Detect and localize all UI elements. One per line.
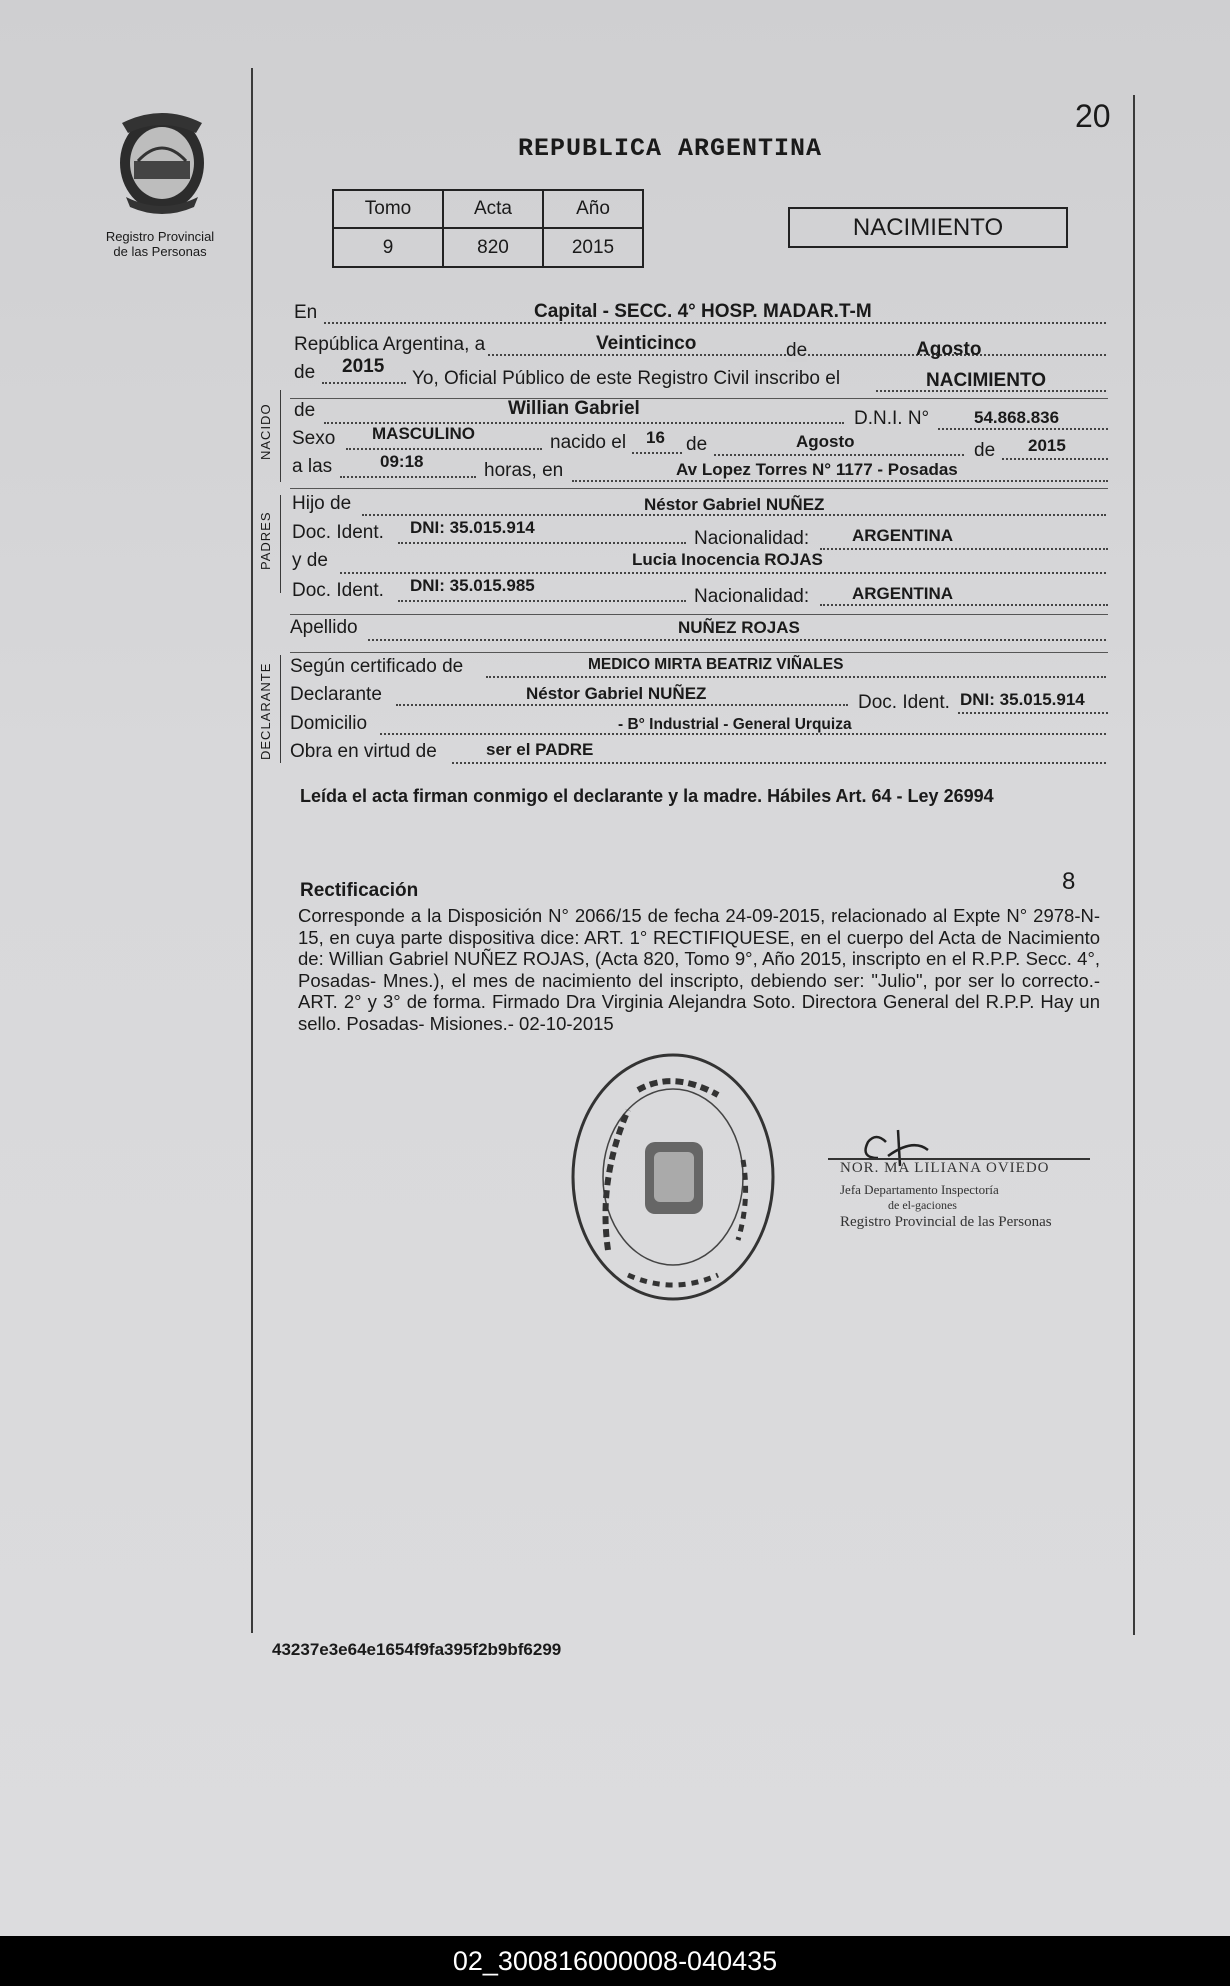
footnote: Leída el acta firman conmigo el declarante y la madre. Hábiles Art. 64 - Ley 26994 bbox=[300, 786, 994, 806]
signature-line1: Jefa Departamento Inspectoría bbox=[840, 1182, 999, 1197]
birth-year-dots bbox=[1002, 458, 1108, 460]
father-doc-label: Doc. Ident. bbox=[292, 522, 384, 543]
certificado-dots bbox=[486, 676, 1106, 678]
obra-dots bbox=[452, 762, 1106, 764]
certificado-value: MEDICO MIRTA BEATRIZ VIÑALES bbox=[588, 656, 844, 673]
certificado-label: Según certificado de bbox=[290, 656, 464, 677]
signature-line2: de el-gaciones bbox=[888, 1198, 957, 1212]
rectificacion-number: 8 bbox=[1062, 868, 1076, 895]
month-value: Agosto bbox=[916, 339, 982, 360]
sexo-label: Sexo bbox=[292, 428, 336, 449]
acta-header: Acta bbox=[443, 190, 543, 228]
official-stamp-icon bbox=[568, 1050, 778, 1305]
mother-doc-dots bbox=[398, 600, 686, 602]
time-dots bbox=[340, 476, 476, 478]
father-doc-value: DNI: 35.015.914 bbox=[410, 518, 535, 537]
a-las-label: a las bbox=[292, 456, 333, 477]
registry-label-line1: Registro Provincial bbox=[105, 229, 215, 244]
birth-de-label: de bbox=[686, 434, 708, 455]
father-nat-value: ARGENTINA bbox=[852, 526, 954, 545]
dni-label: D.N.I. N° bbox=[854, 408, 930, 429]
de-label-2: de bbox=[294, 362, 316, 383]
domicilio-label: Domicilio bbox=[290, 713, 368, 734]
birth-place-value: Av Lopez Torres N° 1177 - Posadas bbox=[676, 460, 958, 479]
day-words-value: Veinticinco bbox=[596, 333, 697, 354]
year-value: 2015 bbox=[342, 356, 385, 377]
birth-month-dots bbox=[714, 454, 964, 456]
nacido-label: nacido el bbox=[550, 432, 627, 453]
father-nat-label: Nacionalidad: bbox=[694, 528, 810, 549]
side-label-padres: PADRES bbox=[258, 511, 273, 570]
dni-value: 54.868.836 bbox=[974, 408, 1060, 427]
inscribo-value: NACIMIENTO bbox=[926, 370, 1046, 391]
obra-label: Obra en virtud de bbox=[290, 741, 437, 762]
right-border-line bbox=[1133, 95, 1135, 1635]
mother-nat-label: Nacionalidad: bbox=[694, 586, 810, 607]
rectificacion-title: Rectificación bbox=[300, 880, 419, 901]
mother-value: Lucia Inocencia ROJAS bbox=[632, 550, 823, 569]
page-number: 20 bbox=[1075, 98, 1111, 134]
birth-place-dots bbox=[572, 480, 1108, 482]
republica-label: República Argentina, a bbox=[294, 334, 486, 355]
obra-value: ser el PADRE bbox=[486, 740, 594, 759]
birth-day-dots bbox=[632, 452, 682, 454]
declarante-doc-value: DNI: 35.015.914 bbox=[960, 690, 1085, 709]
father-nat-dots bbox=[820, 548, 1108, 550]
mother-doc-value: DNI: 35.015.985 bbox=[410, 576, 535, 595]
mother-doc-label: Doc. Ident. bbox=[292, 580, 384, 601]
birth-year-value: 2015 bbox=[1028, 436, 1066, 455]
divider-1 bbox=[290, 398, 1108, 399]
mother-dots bbox=[340, 572, 1106, 574]
registry-label bbox=[90, 229, 230, 259]
de-label-1: de bbox=[786, 340, 808, 361]
place-value: Capital - SECC. 4° HOSP. MADAR.T-M bbox=[534, 301, 872, 322]
anio-header: Año bbox=[543, 190, 643, 228]
yde-label: y de bbox=[292, 550, 328, 571]
section-line-declarante bbox=[280, 655, 281, 763]
en-label: En bbox=[294, 302, 318, 323]
side-label-nacido: NACIDO bbox=[258, 403, 273, 460]
divider-3 bbox=[290, 614, 1108, 615]
apellido-label: Apellido bbox=[290, 617, 358, 638]
apellido-value: NUÑEZ ROJAS bbox=[678, 618, 800, 637]
birth-day-value: 16 bbox=[646, 428, 665, 447]
anio-value: 2015 bbox=[543, 228, 643, 267]
mother-nat-value: ARGENTINA bbox=[852, 584, 954, 603]
side-label-declarante: DECLARANTE bbox=[258, 662, 273, 760]
divider-2 bbox=[290, 488, 1108, 489]
declarante-doc-label: Doc. Ident. bbox=[858, 692, 950, 713]
horas-label: horas, en bbox=[484, 460, 564, 481]
tomo-header: Tomo bbox=[333, 190, 443, 228]
provincial-seal-icon bbox=[108, 105, 216, 217]
declarante-value: Néstor Gabriel NUÑEZ bbox=[526, 684, 707, 703]
mother-nat-dots bbox=[820, 604, 1108, 606]
acta-value: 820 bbox=[443, 228, 543, 267]
dni-dots bbox=[938, 428, 1108, 430]
father-value: Néstor Gabriel NUÑEZ bbox=[644, 495, 825, 514]
section-line-nacido bbox=[280, 390, 281, 482]
left-border-line bbox=[251, 68, 253, 1633]
domicilio-value: - B° Industrial - General Urquiza bbox=[618, 716, 852, 733]
divider-4 bbox=[290, 652, 1108, 653]
bottom-label: 02_300816000008-040435 bbox=[452, 1946, 778, 1976]
signature-line3: Registro Provincial de las Personas bbox=[840, 1214, 1052, 1230]
signature-name: NOR. MA LILIANA OVIEDO bbox=[840, 1160, 1050, 1176]
birth-year-de-label: de bbox=[974, 440, 996, 461]
year-dots bbox=[322, 382, 406, 384]
acta-type-box: NACIMIENTO bbox=[788, 207, 1068, 248]
document-header: REPUBLICA ARGENTINA bbox=[518, 134, 823, 163]
declarante-dots bbox=[396, 704, 848, 706]
tomo-value: 9 bbox=[333, 228, 443, 267]
hijo-label: Hijo de bbox=[292, 493, 352, 514]
sexo-value: MASCULINO bbox=[372, 424, 475, 443]
inscribo-label: Yo, Oficial Público de este Registro Civil inscribo el bbox=[412, 368, 841, 389]
declarante-doc-dots bbox=[958, 712, 1108, 714]
father-doc-dots bbox=[398, 542, 686, 544]
apellido-dots bbox=[368, 639, 1106, 641]
acta-table bbox=[332, 189, 644, 268]
sexo-dots bbox=[346, 448, 542, 450]
birth-month-value: Agosto bbox=[796, 432, 855, 451]
section-line-padres bbox=[280, 495, 281, 593]
registry-label-line2: de las Personas bbox=[113, 244, 207, 259]
time-value: 09:18 bbox=[380, 452, 424, 471]
name-value: Willian Gabriel bbox=[508, 398, 640, 419]
document-hash: 43237e3e64e1654f9fa395f2b9bf6299 bbox=[272, 1640, 562, 1659]
declarante-label: Declarante bbox=[290, 684, 382, 705]
name-de-label: de bbox=[294, 400, 316, 421]
rectificacion-body: Corresponde a la Disposición N° 2066/15 de fecha 24-09-2015, relacionado al Expte N° 2978-N-15, en cuya parte dispositiva dice: ART. 1° RECTIFIQUESE, en el cuerpo del Acta de Nacimiento de: Willian Gabriel NUÑEZ ROJAS, (Acta 820, Tomo 9°, Año 2015, inscripto en el R.P.P. Secc. 4°, Posadas- Mnes.), el mes de nacimiento del inscripto, debiendo ser: "Julio", por ser lo correcto.- ART. 2° y 3° de forma. Firmado Dra Virginia Alejandra Soto. Directora General del R.P.P. Hay un sello. Posadas- Misiones.- 02-10-2015 bbox=[298, 905, 1100, 1034]
